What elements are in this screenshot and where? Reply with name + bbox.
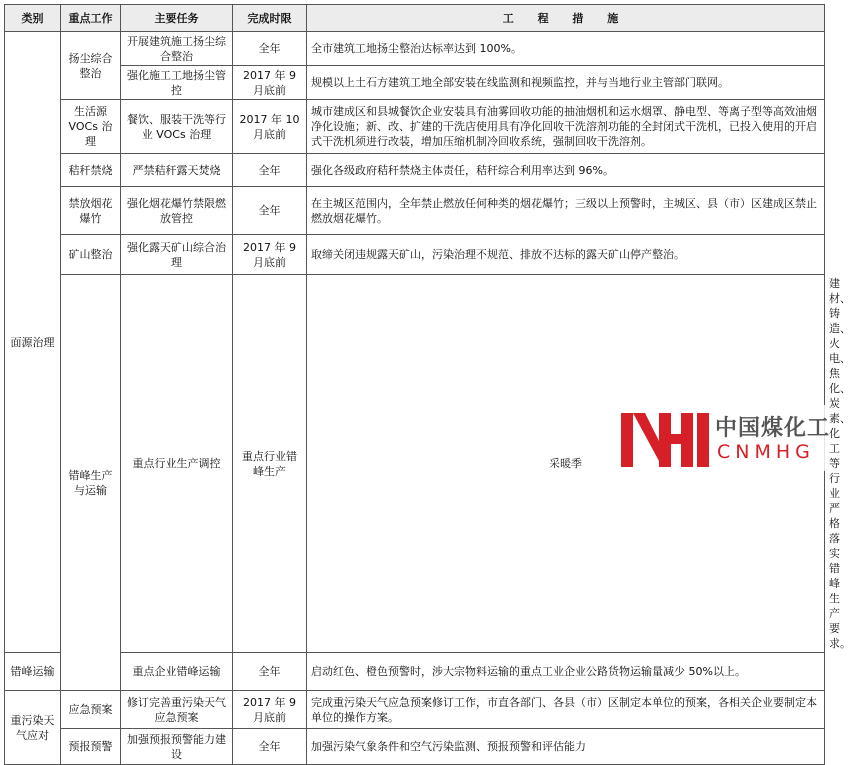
- deadline-cell: 2017 年 9 月底前: [233, 235, 307, 275]
- deadline-cell: 全年: [233, 32, 307, 66]
- measure-cell: 加强污染气象条件和空气污染监测、预报预警和评估能力: [307, 729, 825, 765]
- key-work-cell: 错峰运输: [5, 653, 61, 691]
- table-row: [5, 235, 825, 275]
- cnmhg-mark-icon: [619, 407, 711, 469]
- header-category: 类别: [5, 5, 61, 32]
- table-row: [5, 66, 825, 100]
- header-main-task: 主要任务: [121, 5, 233, 32]
- deadline-cell: 全年: [233, 653, 307, 691]
- table-row: 错峰生产与运输 重点行业生产调控 重点行业错峰生产 采暖季 建材、铸造、火电、焦化、炭素、化工等行业严格落实错峰生产要求。: [5, 275, 825, 653]
- deadline-cell: 2017 年 9 月底前: [233, 66, 307, 100]
- task-cell: 修订完善重污染天气应急预案: [121, 691, 233, 729]
- watermark-name-en: CNMHG: [717, 441, 815, 463]
- task-cell: 餐饮、服装干洗等行业 VOCs 治理: [121, 100, 233, 154]
- header-key-work: 重点工作: [61, 5, 121, 32]
- measure-cell: 全市建筑工地扬尘整治达标率达到 100%。: [307, 32, 825, 66]
- measure-cell: 取缔关闭违规露天矿山，污染治理不规范、排放不达标的露天矿山停产整治。: [307, 235, 825, 275]
- measure-cell: 强化各级政府秸秆禁烧主体责任，秸秆综合利用率达到 96%。: [307, 154, 825, 187]
- table-row: [5, 187, 825, 235]
- deadline-cell: 全年: [233, 187, 307, 235]
- key-work-cell: 扬尘综合整治: [61, 32, 121, 100]
- task-cell: 强化施工工地扬尘管控: [121, 66, 233, 100]
- category-cell: 面源治理: [5, 32, 61, 653]
- measure-cell: 在主城区范围内，全年禁止燃放任何种类的烟花爆竹；三级以上预警时，主城区、县（市）区建成区禁止燃放烟花爆竹。: [307, 187, 825, 235]
- deadline-cell: 全年: [233, 729, 307, 765]
- measure-cell: 启动红色、橙色预警时，涉大宗物料运输的重点工业企业公路货物运输量减少 50%以上。: [307, 653, 825, 691]
- task-cell: 重点行业错峰生产: [233, 275, 307, 653]
- key-work-cell: 预报预警: [61, 729, 121, 765]
- task-cell: 强化烟花爆竹禁限燃放管控: [121, 187, 233, 235]
- table-row: [5, 154, 825, 187]
- key-work-cell: 重点行业生产调控: [121, 275, 233, 653]
- table-row: [5, 729, 825, 765]
- table-header-row: [5, 5, 825, 32]
- table-row: [5, 32, 825, 66]
- deadline-cell: 2017 年 10 月底前: [233, 100, 307, 154]
- deadline-cell: 全年: [233, 154, 307, 187]
- category-cell: 重污染天气应对: [5, 691, 61, 765]
- key-work-cell: 矿山整治: [61, 235, 121, 275]
- key-work-cell: 应急预案: [61, 691, 121, 729]
- measure-cell: 完成重污染天气应急预案修订工作，市直各部门、各县（市）区制定本单位的预案，各相关企业要制定本单位的操作方案。: [307, 691, 825, 729]
- category-cell: 错峰生产与运输: [61, 275, 121, 691]
- table-row: [5, 691, 825, 729]
- deadline-cell: 采暖季: [307, 275, 825, 653]
- watermark-logo: [619, 405, 829, 471]
- task-cell: 加强预报预警能力建设: [121, 729, 233, 765]
- table-row: [5, 100, 825, 154]
- measure-cell: 规模以上土石方建筑工地全部安装在线监测和视频监控，并与当地行业主管部门联网。: [307, 66, 825, 100]
- table-row: [5, 653, 825, 691]
- header-deadline: 完成时限: [233, 5, 307, 32]
- watermark-name-cn: 中国煤化工: [715, 416, 831, 441]
- task-cell: 开展建筑施工扬尘综合整治: [121, 32, 233, 66]
- measures-table: [4, 4, 851, 765]
- task-cell: 强化露天矿山综合治理: [121, 235, 233, 275]
- key-work-cell: 生活源 VOCs 治理: [61, 100, 121, 154]
- key-work-cell: 禁放烟花爆竹: [61, 187, 121, 235]
- deadline-cell: 2017 年 9 月底前: [233, 691, 307, 729]
- header-measures: 工 程 措 施: [307, 5, 825, 32]
- measure-cell: 城市建成区和县城餐饮企业安装具有油雾回收功能的抽油烟机和运水烟罩、静电型、等离子型等高效油烟净化设施；新、改、扩建的干洗店使用具有净化回收干洗溶剂功能的全封闭式干洗机，已投入使用的开启式干洗机须进行改装，增加压缩机制冷回收系统，强制回收干洗溶剂。: [307, 100, 825, 154]
- key-work-cell: 秸秆禁烧: [61, 154, 121, 187]
- task-cell: 严禁秸秆露天焚烧: [121, 154, 233, 187]
- task-cell: 重点企业错峰运输: [121, 653, 233, 691]
